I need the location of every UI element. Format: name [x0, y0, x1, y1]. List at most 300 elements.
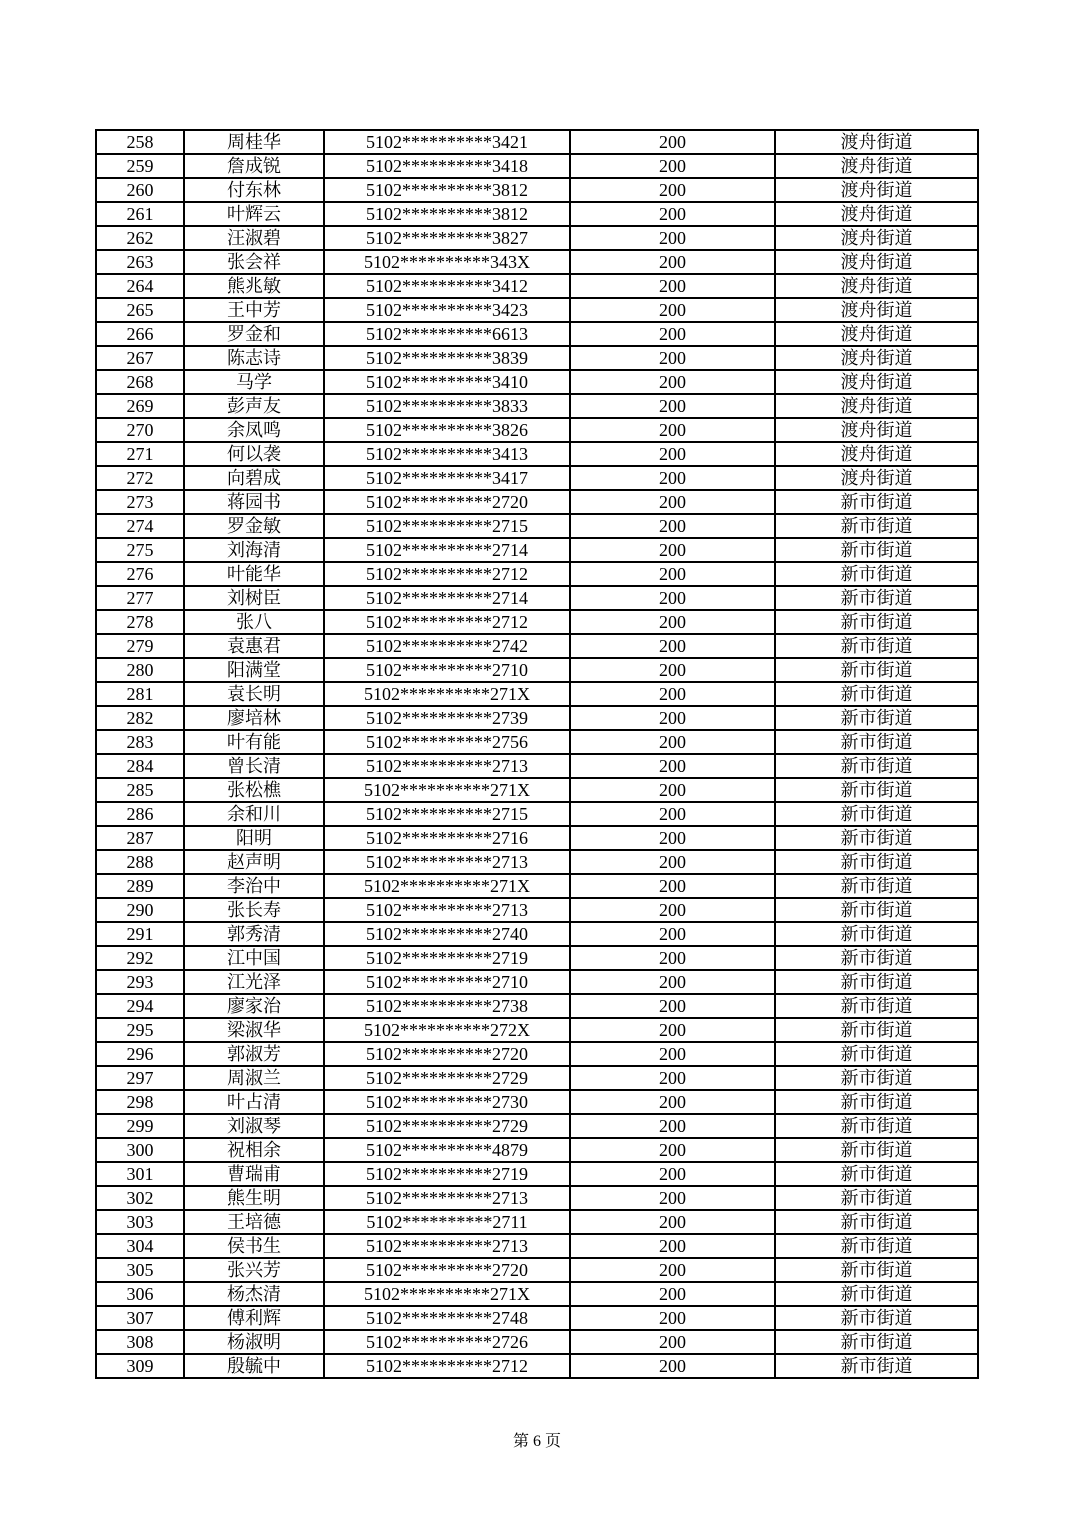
cell-seq: 270: [96, 418, 184, 442]
cell-amount: 200: [570, 1282, 775, 1306]
cell-district: 新市街道: [775, 1354, 978, 1378]
table-row: [96, 634, 978, 658]
cell-amount: 200: [570, 250, 775, 274]
cell-amount: 200: [570, 154, 775, 178]
cell-seq: 308: [96, 1330, 184, 1354]
cell-name: 祝相余: [184, 1138, 324, 1162]
cell-id-number: 5102**********2738: [324, 994, 570, 1018]
cell-amount: 200: [570, 370, 775, 394]
table-row: [96, 586, 978, 610]
cell-id-number: 5102**********2711: [324, 1210, 570, 1234]
cell-district: 新市街道: [775, 1282, 978, 1306]
cell-amount: 200: [570, 346, 775, 370]
table-row: [96, 778, 978, 802]
cell-seq: 273: [96, 490, 184, 514]
cell-district: 新市街道: [775, 826, 978, 850]
cell-seq: 291: [96, 922, 184, 946]
cell-name: 梁淑华: [184, 1018, 324, 1042]
table-row: [96, 370, 978, 394]
cell-amount: 200: [570, 466, 775, 490]
cell-id-number: 5102**********2756: [324, 730, 570, 754]
cell-name: 阳明: [184, 826, 324, 850]
cell-name: 江光泽: [184, 970, 324, 994]
cell-id-number: 5102**********2726: [324, 1330, 570, 1354]
table-row: [96, 1354, 978, 1378]
cell-id-number: 5102**********6613: [324, 322, 570, 346]
table-row: [96, 898, 978, 922]
cell-name: 叶有能: [184, 730, 324, 754]
cell-amount: 200: [570, 898, 775, 922]
cell-name: 周淑兰: [184, 1066, 324, 1090]
cell-id-number: 5102**********2713: [324, 754, 570, 778]
cell-amount: 200: [570, 1138, 775, 1162]
cell-amount: 200: [570, 1042, 775, 1066]
cell-amount: 200: [570, 1066, 775, 1090]
table-row: [96, 1210, 978, 1234]
cell-district: 新市街道: [775, 586, 978, 610]
cell-amount: 200: [570, 178, 775, 202]
cell-id-number: 5102**********2730: [324, 1090, 570, 1114]
table-row: [96, 1186, 978, 1210]
cell-name: 何以袭: [184, 442, 324, 466]
cell-seq: 275: [96, 538, 184, 562]
table-row: [96, 658, 978, 682]
cell-district: 新市街道: [775, 610, 978, 634]
benefit-roster-table: [95, 129, 979, 1379]
cell-seq: 284: [96, 754, 184, 778]
cell-id-number: 5102**********3410: [324, 370, 570, 394]
cell-amount: 200: [570, 1354, 775, 1378]
cell-name: 付东林: [184, 178, 324, 202]
cell-district: 新市街道: [775, 1162, 978, 1186]
cell-district: 渡舟街道: [775, 322, 978, 346]
cell-id-number: 5102**********4879: [324, 1138, 570, 1162]
table-row: [96, 274, 978, 298]
cell-seq: 281: [96, 682, 184, 706]
cell-seq: 297: [96, 1066, 184, 1090]
cell-seq: 292: [96, 946, 184, 970]
cell-name: 郭秀清: [184, 922, 324, 946]
cell-amount: 200: [570, 490, 775, 514]
table-row: [96, 946, 978, 970]
cell-id-number: 5102**********2712: [324, 562, 570, 586]
cell-name: 罗金敏: [184, 514, 324, 538]
cell-amount: 200: [570, 1258, 775, 1282]
cell-amount: 200: [570, 538, 775, 562]
cell-id-number: 5102**********271X: [324, 874, 570, 898]
table-row: [96, 466, 978, 490]
cell-seq: 305: [96, 1258, 184, 1282]
cell-district: 新市街道: [775, 850, 978, 874]
cell-district: 渡舟街道: [775, 346, 978, 370]
cell-seq: 269: [96, 394, 184, 418]
cell-district: 新市街道: [775, 1042, 978, 1066]
cell-district: 渡舟街道: [775, 202, 978, 226]
cell-district: 渡舟街道: [775, 370, 978, 394]
table-row: [96, 1234, 978, 1258]
cell-name: 罗金和: [184, 322, 324, 346]
cell-name: 彭声友: [184, 394, 324, 418]
cell-name: 刘树臣: [184, 586, 324, 610]
table-row: [96, 1306, 978, 1330]
cell-name: 马学: [184, 370, 324, 394]
cell-amount: 200: [570, 1090, 775, 1114]
table-row: [96, 130, 978, 154]
cell-district: 新市街道: [775, 970, 978, 994]
table-row: [96, 538, 978, 562]
cell-seq: 301: [96, 1162, 184, 1186]
cell-amount: 200: [570, 874, 775, 898]
cell-district: 新市街道: [775, 1138, 978, 1162]
cell-id-number: 5102**********2710: [324, 970, 570, 994]
cell-seq: 300: [96, 1138, 184, 1162]
cell-district: 新市街道: [775, 538, 978, 562]
cell-amount: 200: [570, 1330, 775, 1354]
cell-name: 侯书生: [184, 1234, 324, 1258]
cell-name: 张八: [184, 610, 324, 634]
cell-id-number: 5102**********271X: [324, 682, 570, 706]
table-row: [96, 1066, 978, 1090]
cell-id-number: 5102**********2713: [324, 1186, 570, 1210]
cell-seq: 272: [96, 466, 184, 490]
cell-district: 渡舟街道: [775, 394, 978, 418]
cell-district: 新市街道: [775, 922, 978, 946]
table-row: [96, 298, 978, 322]
table-row: [96, 418, 978, 442]
cell-seq: 259: [96, 154, 184, 178]
cell-amount: 200: [570, 730, 775, 754]
cell-seq: 260: [96, 178, 184, 202]
table-row: [96, 322, 978, 346]
cell-amount: 200: [570, 418, 775, 442]
cell-id-number: 5102**********2720: [324, 1258, 570, 1282]
cell-district: 渡舟街道: [775, 442, 978, 466]
cell-seq: 304: [96, 1234, 184, 1258]
table-row: [96, 754, 978, 778]
cell-amount: 200: [570, 322, 775, 346]
cell-seq: 286: [96, 802, 184, 826]
cell-id-number: 5102**********2715: [324, 802, 570, 826]
cell-id-number: 5102**********3839: [324, 346, 570, 370]
table-row: [96, 1330, 978, 1354]
cell-amount: 200: [570, 562, 775, 586]
table-row: [96, 922, 978, 946]
cell-district: 新市街道: [775, 562, 978, 586]
cell-name: 阳满堂: [184, 658, 324, 682]
cell-district: 新市街道: [775, 1114, 978, 1138]
cell-id-number: 5102**********2712: [324, 1354, 570, 1378]
cell-district: 渡舟街道: [775, 178, 978, 202]
cell-amount: 200: [570, 1210, 775, 1234]
cell-name: 陈志诗: [184, 346, 324, 370]
cell-district: 新市街道: [775, 802, 978, 826]
cell-name: 郭淑芳: [184, 1042, 324, 1066]
cell-district: 新市街道: [775, 730, 978, 754]
cell-amount: 200: [570, 1186, 775, 1210]
cell-seq: 289: [96, 874, 184, 898]
cell-district: 渡舟街道: [775, 418, 978, 442]
cell-seq: 276: [96, 562, 184, 586]
cell-seq: 293: [96, 970, 184, 994]
cell-district: 新市街道: [775, 754, 978, 778]
cell-district: 新市街道: [775, 1330, 978, 1354]
cell-seq: 271: [96, 442, 184, 466]
cell-seq: 306: [96, 1282, 184, 1306]
table-row: [96, 1258, 978, 1282]
cell-amount: 200: [570, 778, 775, 802]
cell-amount: 200: [570, 1162, 775, 1186]
table-row: [96, 394, 978, 418]
cell-id-number: 5102**********2716: [324, 826, 570, 850]
cell-name: 杨淑明: [184, 1330, 324, 1354]
cell-seq: 282: [96, 706, 184, 730]
cell-amount: 200: [570, 394, 775, 418]
page-number: 第 6 页: [512, 1433, 561, 1450]
cell-amount: 200: [570, 634, 775, 658]
cell-seq: 309: [96, 1354, 184, 1378]
cell-name: 熊兆敏: [184, 274, 324, 298]
cell-district: 渡舟街道: [775, 154, 978, 178]
cell-id-number: 5102**********2729: [324, 1114, 570, 1138]
cell-name: 叶辉云: [184, 202, 324, 226]
cell-name: 周桂华: [184, 130, 324, 154]
cell-id-number: 5102**********2720: [324, 490, 570, 514]
table-row: [96, 1162, 978, 1186]
cell-id-number: 5102**********3417: [324, 466, 570, 490]
cell-id-number: 5102**********2729: [324, 1066, 570, 1090]
cell-name: 张长寿: [184, 898, 324, 922]
cell-seq: 294: [96, 994, 184, 1018]
cell-seq: 288: [96, 850, 184, 874]
cell-name: 叶占清: [184, 1090, 324, 1114]
cell-district: 新市街道: [775, 1306, 978, 1330]
cell-name: 廖家治: [184, 994, 324, 1018]
cell-district: 渡舟街道: [775, 250, 978, 274]
cell-name: 张会祥: [184, 250, 324, 274]
cell-amount: 200: [570, 970, 775, 994]
cell-amount: 200: [570, 1114, 775, 1138]
cell-district: 渡舟街道: [775, 274, 978, 298]
cell-amount: 200: [570, 682, 775, 706]
cell-name: 袁惠君: [184, 634, 324, 658]
benefit-roster-table-body: [96, 130, 978, 1378]
cell-name: 詹成锐: [184, 154, 324, 178]
cell-id-number: 5102**********2710: [324, 658, 570, 682]
cell-amount: 200: [570, 922, 775, 946]
cell-district: 新市街道: [775, 898, 978, 922]
cell-name: 余凤鸣: [184, 418, 324, 442]
cell-seq: 299: [96, 1114, 184, 1138]
cell-name: 王培德: [184, 1210, 324, 1234]
table-row: [96, 802, 978, 826]
cell-seq: 262: [96, 226, 184, 250]
cell-seq: 268: [96, 370, 184, 394]
table-row: [96, 250, 978, 274]
cell-district: 新市街道: [775, 682, 978, 706]
table-row: [96, 346, 978, 370]
cell-amount: 200: [570, 202, 775, 226]
cell-id-number: 5102**********271X: [324, 778, 570, 802]
cell-name: 杨杰清: [184, 1282, 324, 1306]
cell-district: 新市街道: [775, 946, 978, 970]
cell-seq: 298: [96, 1090, 184, 1114]
cell-id-number: 5102**********3826: [324, 418, 570, 442]
cell-amount: 200: [570, 850, 775, 874]
cell-id-number: 5102**********272X: [324, 1018, 570, 1042]
cell-district: 新市街道: [775, 1234, 978, 1258]
cell-seq: 296: [96, 1042, 184, 1066]
cell-name: 廖培林: [184, 706, 324, 730]
cell-id-number: 5102**********2714: [324, 586, 570, 610]
table-row: [96, 682, 978, 706]
cell-seq: 274: [96, 514, 184, 538]
table-row: [96, 226, 978, 250]
table-row: [96, 1018, 978, 1042]
cell-seq: 280: [96, 658, 184, 682]
cell-id-number: 5102**********3812: [324, 178, 570, 202]
cell-id-number: 5102**********3418: [324, 154, 570, 178]
cell-id-number: 5102**********2742: [324, 634, 570, 658]
cell-name: 汪淑碧: [184, 226, 324, 250]
cell-name: 蒋园书: [184, 490, 324, 514]
cell-amount: 200: [570, 802, 775, 826]
cell-seq: 263: [96, 250, 184, 274]
cell-amount: 200: [570, 1018, 775, 1042]
cell-district: 新市街道: [775, 994, 978, 1018]
cell-amount: 200: [570, 298, 775, 322]
cell-name: 叶能华: [184, 562, 324, 586]
table-row: [96, 730, 978, 754]
table-row: [96, 1042, 978, 1066]
cell-seq: 267: [96, 346, 184, 370]
cell-id-number: 5102**********271X: [324, 1282, 570, 1306]
cell-district: 新市街道: [775, 1018, 978, 1042]
cell-district: 新市街道: [775, 706, 978, 730]
cell-amount: 200: [570, 754, 775, 778]
cell-amount: 200: [570, 226, 775, 250]
cell-district: 新市街道: [775, 1258, 978, 1282]
cell-seq: 302: [96, 1186, 184, 1210]
cell-id-number: 5102**********2739: [324, 706, 570, 730]
cell-id-number: 5102**********2713: [324, 850, 570, 874]
cell-id-number: 5102**********3413: [324, 442, 570, 466]
cell-id-number: 5102**********3421: [324, 130, 570, 154]
cell-district: 渡舟街道: [775, 226, 978, 250]
cell-id-number: 5102**********2720: [324, 1042, 570, 1066]
cell-amount: 200: [570, 130, 775, 154]
cell-id-number: 5102**********3833: [324, 394, 570, 418]
cell-amount: 200: [570, 1234, 775, 1258]
cell-name: 傅利辉: [184, 1306, 324, 1330]
cell-name: 余和川: [184, 802, 324, 826]
cell-amount: 200: [570, 1306, 775, 1330]
table-row: [96, 1114, 978, 1138]
cell-district: 新市街道: [775, 658, 978, 682]
cell-amount: 200: [570, 442, 775, 466]
cell-id-number: 5102**********3423: [324, 298, 570, 322]
table-row: [96, 1138, 978, 1162]
cell-name: 刘海清: [184, 538, 324, 562]
cell-seq: 295: [96, 1018, 184, 1042]
table-row: [96, 1282, 978, 1306]
cell-amount: 200: [570, 514, 775, 538]
cell-seq: 264: [96, 274, 184, 298]
cell-district: 新市街道: [775, 514, 978, 538]
cell-id-number: 5102**********2719: [324, 1162, 570, 1186]
cell-id-number: 5102**********2713: [324, 898, 570, 922]
cell-amount: 200: [570, 274, 775, 298]
table-row: [96, 970, 978, 994]
cell-seq: 303: [96, 1210, 184, 1234]
cell-seq: 279: [96, 634, 184, 658]
cell-id-number: 5102**********2714: [324, 538, 570, 562]
cell-id-number: 5102**********2715: [324, 514, 570, 538]
table-row: [96, 514, 978, 538]
cell-amount: 200: [570, 586, 775, 610]
cell-id-number: 5102**********3812: [324, 202, 570, 226]
cell-district: 新市街道: [775, 874, 978, 898]
cell-id-number: 5102**********2713: [324, 1234, 570, 1258]
cell-name: 张松樵: [184, 778, 324, 802]
cell-district: 新市街道: [775, 634, 978, 658]
cell-id-number: 5102**********2712: [324, 610, 570, 634]
cell-amount: 200: [570, 994, 775, 1018]
cell-id-number: 5102**********343X: [324, 250, 570, 274]
cell-name: 曾长清: [184, 754, 324, 778]
table-row: [96, 850, 978, 874]
cell-district: 新市街道: [775, 1090, 978, 1114]
cell-name: 向碧成: [184, 466, 324, 490]
cell-seq: 277: [96, 586, 184, 610]
table-row: [96, 706, 978, 730]
cell-name: 殷毓中: [184, 1354, 324, 1378]
cell-name: 赵声明: [184, 850, 324, 874]
table-row: [96, 994, 978, 1018]
cell-seq: 287: [96, 826, 184, 850]
cell-district: 新市街道: [775, 1066, 978, 1090]
cell-district: 新市街道: [775, 490, 978, 514]
cell-name: 江中国: [184, 946, 324, 970]
table-row: [96, 1090, 978, 1114]
cell-id-number: 5102**********2748: [324, 1306, 570, 1330]
cell-id-number: 5102**********2740: [324, 922, 570, 946]
table-row: [96, 610, 978, 634]
table-row: [96, 202, 978, 226]
cell-amount: 200: [570, 610, 775, 634]
cell-amount: 200: [570, 658, 775, 682]
cell-district: 渡舟街道: [775, 298, 978, 322]
cell-district: 渡舟街道: [775, 130, 978, 154]
cell-district: 新市街道: [775, 1186, 978, 1210]
cell-seq: 265: [96, 298, 184, 322]
cell-name: 李治中: [184, 874, 324, 898]
cell-seq: 258: [96, 130, 184, 154]
cell-name: 曹瑞甫: [184, 1162, 324, 1186]
cell-name: 袁长明: [184, 682, 324, 706]
cell-seq: 261: [96, 202, 184, 226]
cell-name: 张兴芳: [184, 1258, 324, 1282]
cell-seq: 285: [96, 778, 184, 802]
cell-district: 新市街道: [775, 778, 978, 802]
cell-seq: 307: [96, 1306, 184, 1330]
cell-seq: 283: [96, 730, 184, 754]
cell-district: 渡舟街道: [775, 466, 978, 490]
cell-name: 王中芳: [184, 298, 324, 322]
table-row: [96, 178, 978, 202]
cell-amount: 200: [570, 946, 775, 970]
cell-id-number: 5102**********3827: [324, 226, 570, 250]
table-row: [96, 874, 978, 898]
